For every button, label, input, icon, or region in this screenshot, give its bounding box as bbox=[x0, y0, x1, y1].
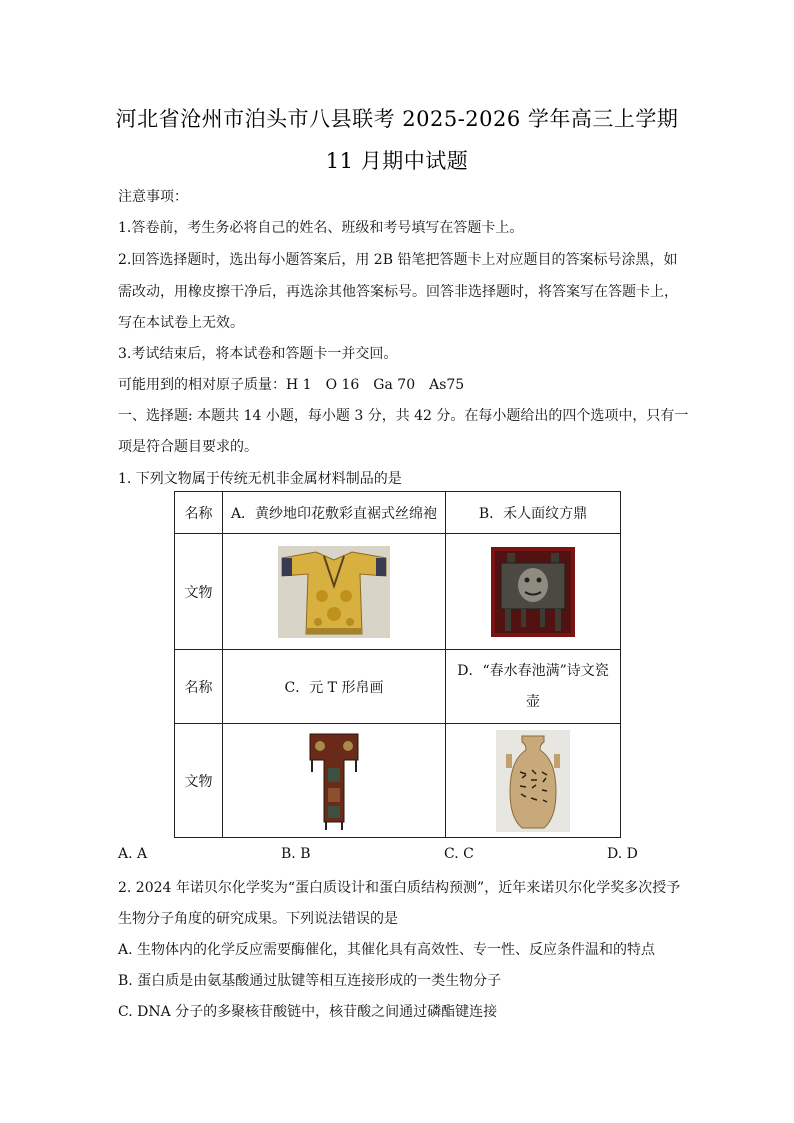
relic-a-image bbox=[223, 534, 446, 650]
relic-label-1: 文物 bbox=[175, 534, 223, 650]
relic-c-name: C．元 T 形帛画 bbox=[223, 650, 446, 724]
name-label-2: 名称 bbox=[175, 650, 223, 724]
bronze-ding-image bbox=[491, 547, 575, 637]
question-1-stem: 1. 下列文物属于传统无机非金属材料制品的是 bbox=[118, 471, 402, 487]
q1-option-b: B. B bbox=[281, 846, 311, 862]
exam-title-line2: 11 月期中试题 bbox=[325, 149, 469, 173]
notes-header: 注意事项： bbox=[118, 189, 188, 205]
relic-d-image bbox=[446, 724, 621, 838]
relic-d-name bbox=[446, 650, 621, 724]
note-2: 2.回答选择题时，选出每小题答案后，用 2B 铅笔把答题卡上对应题目的答案标号涂黑，如 bbox=[118, 252, 678, 268]
name-label-1: 名称 bbox=[175, 492, 223, 534]
section1-instructions: 一、选择题: 本题共 14 小题，每小题 3 分，共 42 分。在每小题给出的四个选项中，只有一 bbox=[118, 408, 689, 424]
note-3: 3.考试结束后，将本试卷和答题卡一并交回。 bbox=[118, 346, 398, 362]
question-2-stem: 2. 2024 年诺贝尔化学奖为“蛋白质设计和蛋白质结构预测”，近年来诺贝尔化学奖多次授予 bbox=[118, 880, 681, 896]
q1-option-a: A. A bbox=[118, 846, 148, 862]
relic-b-name: B．禾人面纹方鼎 bbox=[446, 492, 621, 534]
relic-a-name: A．黄纱地印花敷彩直裾式丝绵袍 bbox=[223, 492, 446, 534]
q2-option-b: B. 蛋白质是由氨基酸通过肽键等相互连接形成的一类生物分子 bbox=[118, 973, 502, 989]
relic-d-name-line1: D．“春水春池满”诗文瓷 bbox=[457, 662, 609, 679]
relic-label-2: 文物 bbox=[175, 724, 223, 838]
porcelain-pot-image bbox=[496, 730, 570, 832]
note-1: 1.答卷前，考生务必将自己的姓名、班级和考号填写在答题卡上。 bbox=[118, 220, 524, 236]
question-2-stem-cont: 生物分子角度的研究成果。下列说法错误的是 bbox=[118, 911, 398, 927]
relics-table bbox=[174, 491, 621, 838]
note-2-cont: 需改动，用橡皮擦干净后，再选涂其他答案标号。回答非选择题时，将答案写在答题卡上， bbox=[118, 284, 678, 300]
silk-robe-image bbox=[278, 546, 390, 638]
q1-option-c: C. C bbox=[444, 846, 474, 862]
exam-title-line1: 河北省沧州市泊头市八县联考 2025-2026 学年高三上学期 bbox=[115, 107, 679, 131]
q2-option-a: A. 生物体内的化学反应需要酶催化，其催化具有高效性、专一性、反应条件温和的特点 bbox=[118, 942, 656, 958]
q1-option-d: D. D bbox=[607, 846, 638, 862]
atomic-masses: 可能用到的相对原子质量：H 1 O 16 Ga 70 As75 bbox=[118, 377, 465, 393]
q2-option-c: C. DNA 分子的多聚核苷酸链中，核苷酸之间通过磷酯键连接 bbox=[118, 1004, 498, 1020]
section1-instructions-cont: 项是符合题目要求的。 bbox=[118, 439, 258, 455]
note-2-end: 写在本试卷上无效。 bbox=[118, 315, 244, 331]
t-shaped-silk-painting-image bbox=[304, 730, 364, 832]
relic-d-name-line2: 壶 bbox=[526, 693, 540, 710]
relic-c-image bbox=[223, 724, 446, 838]
relic-b-image bbox=[446, 534, 621, 650]
